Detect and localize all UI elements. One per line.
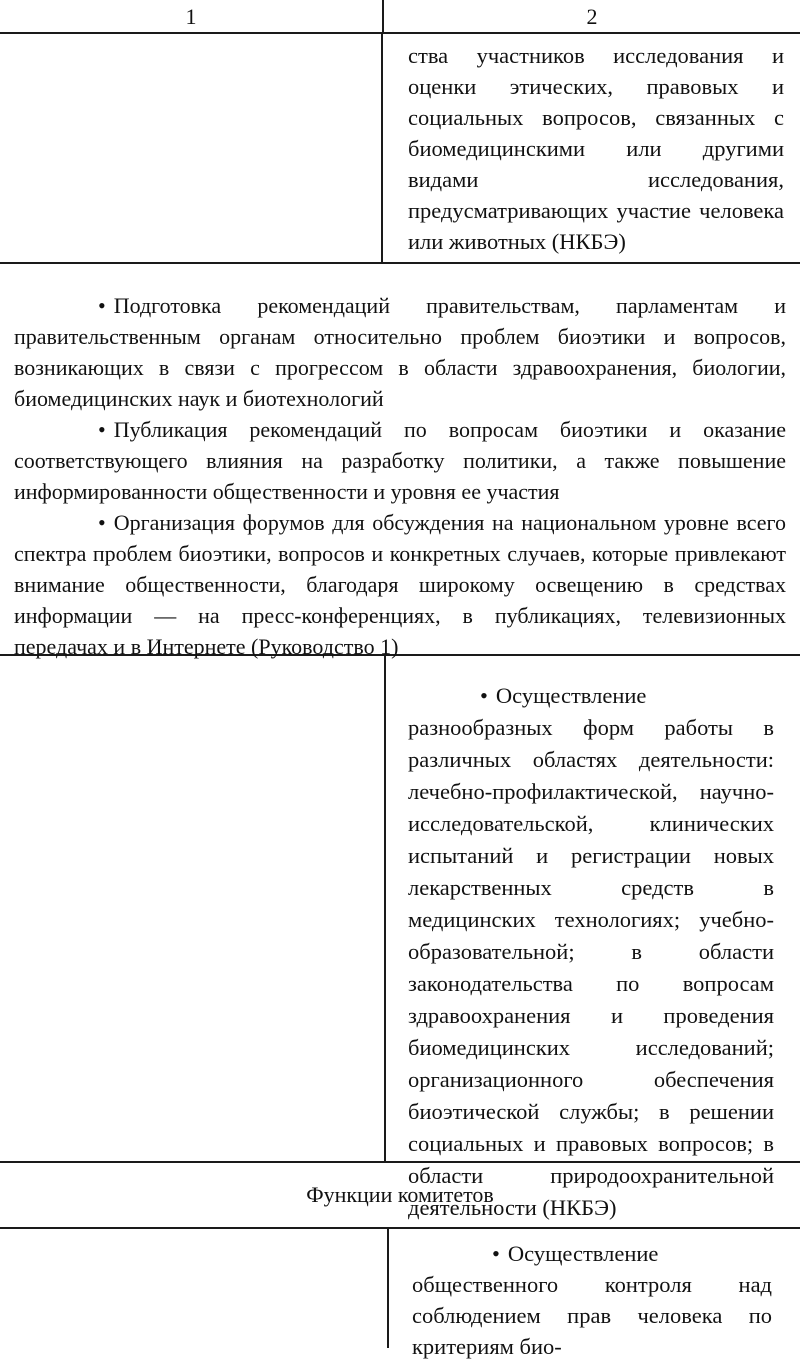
column-number-1: 1	[185, 4, 197, 29]
row5-right-text	[412, 1238, 772, 1362]
wide-item-2	[14, 414, 786, 507]
row3-right-text	[408, 680, 774, 1224]
row1-right-text: ства участников исследования и оценки этических, правовых и социальных вопросов, связанных с биомедицинскими или другими видами исследования, предусматривающих участие человека или животных (НКБЭ)	[408, 43, 784, 254]
row5-right-content: Осуществление общественного контроля над соблюдением прав человека по критериям био-	[412, 1241, 772, 1359]
column-number-2: 2	[586, 4, 598, 29]
row3-right-content: Осуществление разнообразных форм работы в различных областях деятельности: лечебно-профилактической, научно-исследовательской, клинических испытаний и регистрации новых лекарственных средств в медицинских технологиях; учебно-образовательной; в области законодательства по вопросам здравоохранения и проведения биомедицинских исследований; организационного обеспечения биоэтической службы; в решении социальных и правовых вопросов; в области природоохранительной деятельности (НКБЭ)	[408, 683, 774, 1220]
wide-item-2-text: Публикация рекомендаций по вопросам биоэтики и оказание соответствующего влияния на разработку политики, а также повышение информированности общественности и уровня ее участия	[14, 417, 786, 504]
bullet-icon: •	[480, 683, 488, 708]
header-bottom-rule	[0, 32, 800, 34]
row1-bottom-rule	[0, 262, 800, 264]
row3-column-divider	[384, 656, 386, 1162]
bullet-icon: •	[492, 1241, 500, 1266]
bullet-icon: •	[98, 510, 106, 535]
wide-item-3	[14, 507, 786, 662]
row2-wide-cell	[14, 290, 786, 662]
bullet-icon: •	[98, 417, 106, 442]
row1-column-divider	[381, 32, 383, 264]
wide-item-1	[14, 290, 786, 414]
row4-bottom-rule	[0, 1227, 800, 1229]
section-title: Функции комитетов	[306, 1182, 494, 1207]
row5-column-divider	[387, 1229, 389, 1348]
bullet-icon: •	[98, 293, 106, 318]
wide-item-1-text: Подготовка рекомендаций правительствам, парламентам и правительственным органам относительно проблем биоэтики и вопросов, возникающих в связи с прогрессом в области здравоохранения, биологии, биомедицинских наук и биотехнологий	[14, 293, 786, 411]
wide-item-3-text: Организация форумов для обсуждения на национальном уровне всего спектра проблем биоэтики, вопросов и конкретных случаев, которые привлекают внимание общественности, благодаря широкому освещению в средствах информации — на пресс-конференциях, в публикациях, телевизионных передачах и в Интернете (Руководство 1)	[14, 510, 786, 659]
